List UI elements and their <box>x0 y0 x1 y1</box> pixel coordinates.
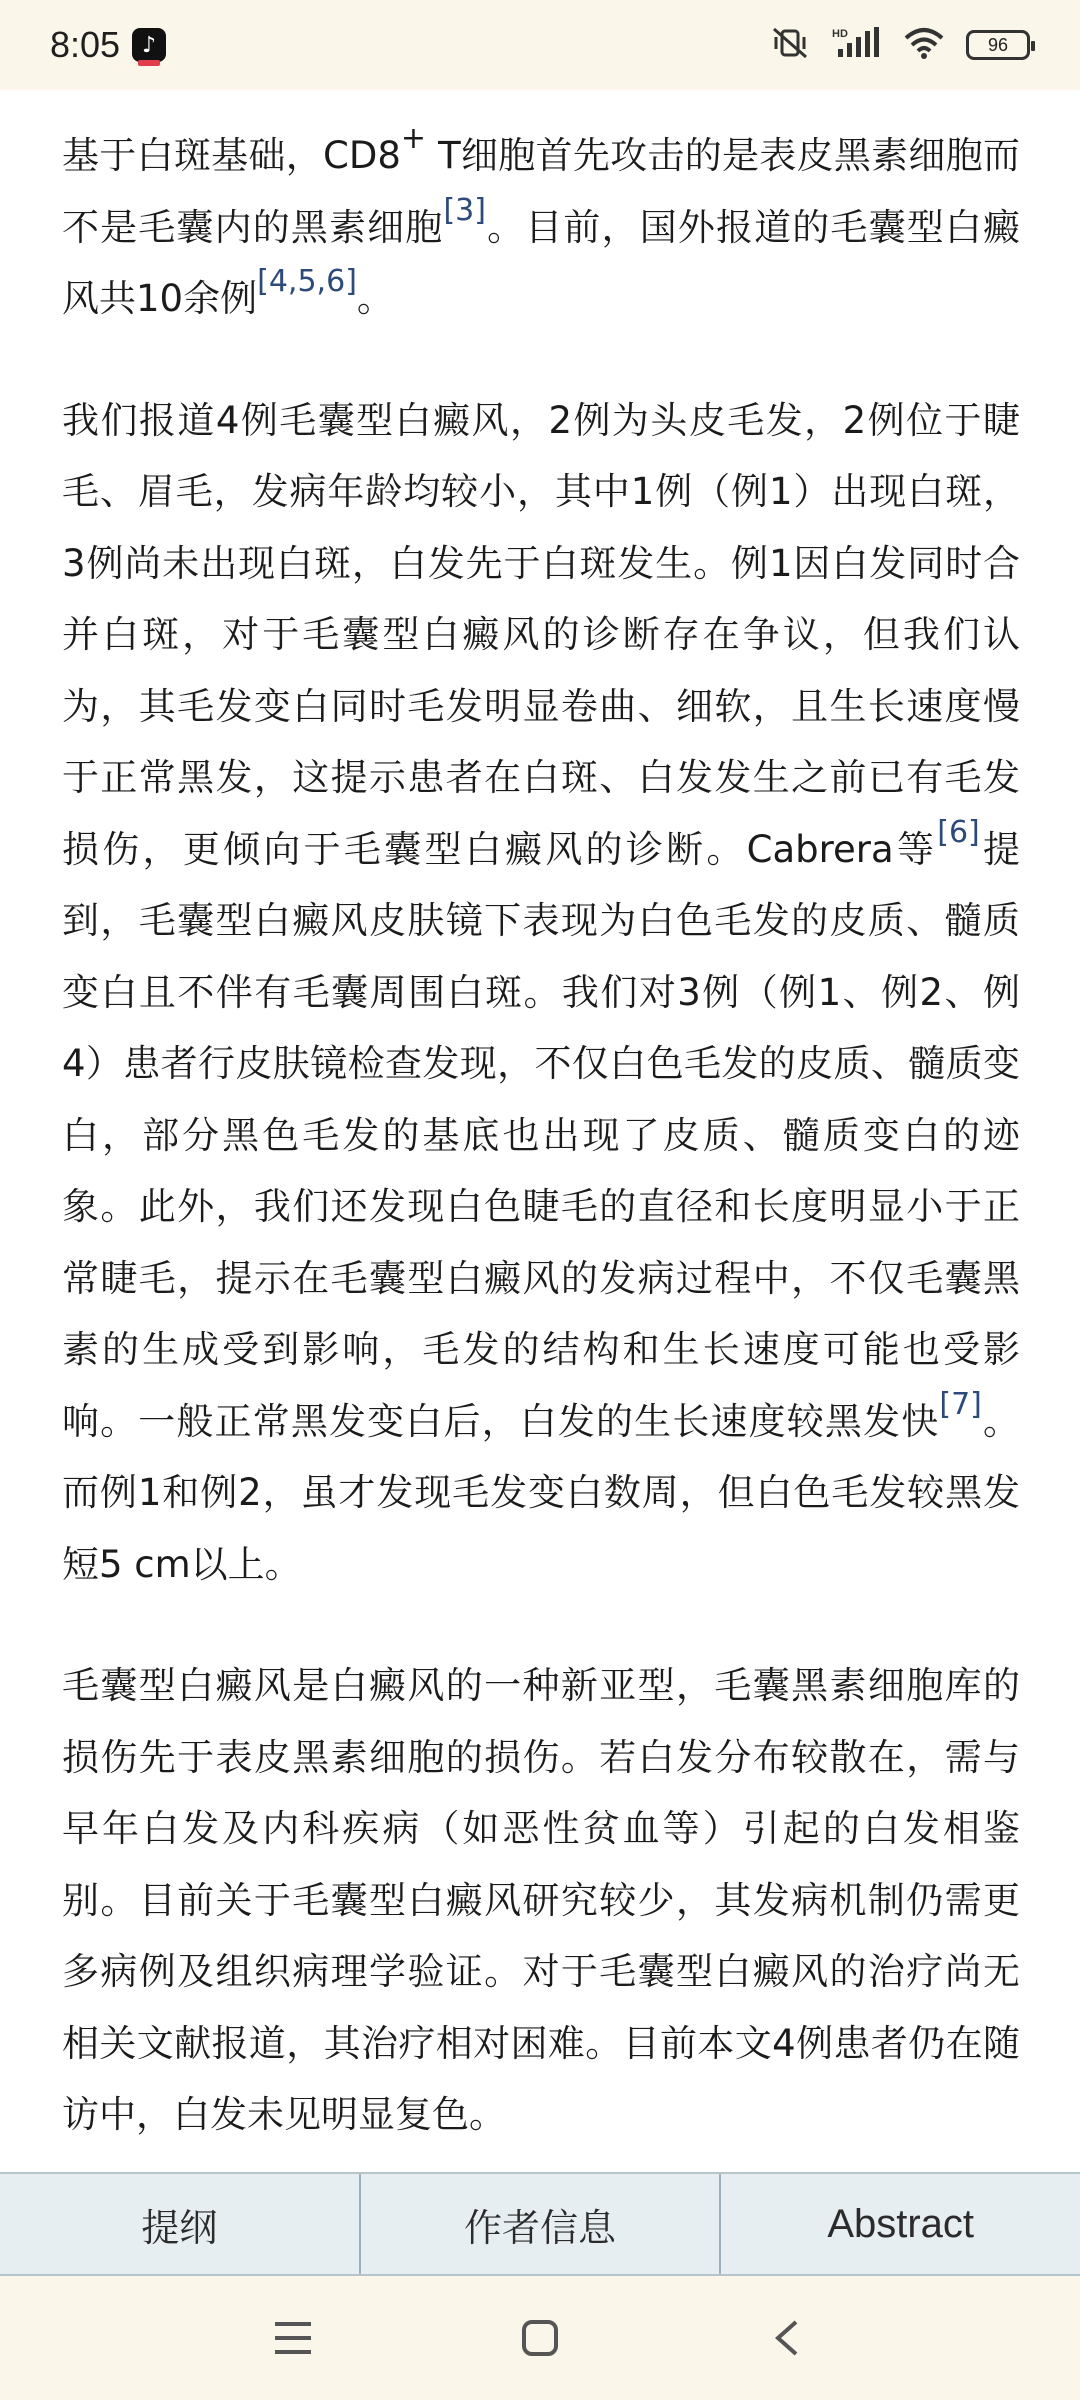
battery-icon: 96 <box>966 30 1030 60</box>
status-time: 8:05 <box>50 24 121 65</box>
home-icon[interactable] <box>510 2308 570 2368</box>
back-icon[interactable] <box>757 2308 817 2368</box>
citation-link-3[interactable]: [3] <box>443 192 486 228</box>
citation-group: [4,5,6] <box>257 264 357 299</box>
hd-signal-icon <box>832 25 882 65</box>
tab-abstract[interactable]: Abstract <box>827 2201 975 2246</box>
mute-vibrate-icon <box>770 25 810 65</box>
svg-text:HD: HD <box>832 28 848 40</box>
paragraph-2: 我们报道4例毛囊型白癜风，2例为头皮毛发，2例位于睫毛、眉毛，发病年龄均较小，其中1例（例1）出现白斑，3例尚未出现白斑，白发先于白斑发生。例1因白发同时合并白斑，对于毛囊型白癜风的诊断存在争议，但我们认为，其毛发变白同时毛发明显卷曲、细软，且生长速度慢于正常黑发，这提示患者在白斑、白发发生之前已有毛发损伤，更倾向于毛囊型白癜风的诊断。Cabrera等[6]提到，毛囊型白癜风皮肤镜下表现为白色毛发的皮质、髓质变白且不伴有毛囊周围白斑。我们对3例（例1、例2、例4）患者行皮肤镜检查发现，不仅白色毛发的皮质、髓质变白，部分黑色毛发的基底也出现了皮质、髓质变白的迹象。此外，我们还发现白色睫毛的直径和长度明显小于正常睫毛，提示在毛囊型白癜风的发病过程中，不仅毛囊黑素的生成受到影响，毛发的结构和生长速度可能也受影响。一般正常黑发变白后，白发的生长速度较黑发快[7]。而例1和例2，虽才发现毛发变白数周，但白色毛发较黑发短5 cm以上。 <box>62 398 1021 1586</box>
citation-link-5[interactable]: 5 <box>297 264 317 299</box>
article-body <box>0 90 1080 2151</box>
tab-outline[interactable]: 提纲 <box>0 2174 361 2274</box>
tab-author-info[interactable]: 作者信息 <box>361 2174 722 2274</box>
superscript-plus: + <box>400 121 427 156</box>
citation-link-4[interactable]: 4 <box>268 264 288 299</box>
citation-link-6[interactable]: 6 <box>326 264 346 299</box>
citation-link-6b[interactable]: [6] <box>937 814 980 850</box>
system-nav-bar <box>0 2276 1080 2400</box>
status-bar <box>0 0 1080 90</box>
paragraph-3: 毛囊型白癜风是白癜风的一种新亚型，毛囊黑素细胞库的损伤先于表皮黑素细胞的损伤。若白发分布较散在，需与早年白发及内科疾病（如恶性贫血等）引起的白发相鉴别。目前关于毛囊型白癜风研究较少，其发病机制仍需更多病例及组织病理学验证。对于毛囊型白癜风的治疗尚无相关文献报道，其治疗相对困难。目前本文4例患者仍在随访中，白发未见明显复色。 <box>62 1664 1020 2136</box>
tiktok-icon: ♪ <box>132 28 166 62</box>
menu-icon[interactable] <box>263 2308 323 2368</box>
citation-link-7[interactable]: [7] <box>939 1386 982 1422</box>
paragraph-1: 基于白斑基础，CD8+ T细胞首先攻击的是表皮黑素细胞而不是毛囊内的黑素细胞[3]。目前，国外报道的毛囊型白癜风共10余例[4,5,6]。 <box>62 121 1021 320</box>
wifi-icon <box>904 26 944 64</box>
status-icons <box>770 25 1030 65</box>
bottom-tab-bar <box>0 2172 1080 2276</box>
